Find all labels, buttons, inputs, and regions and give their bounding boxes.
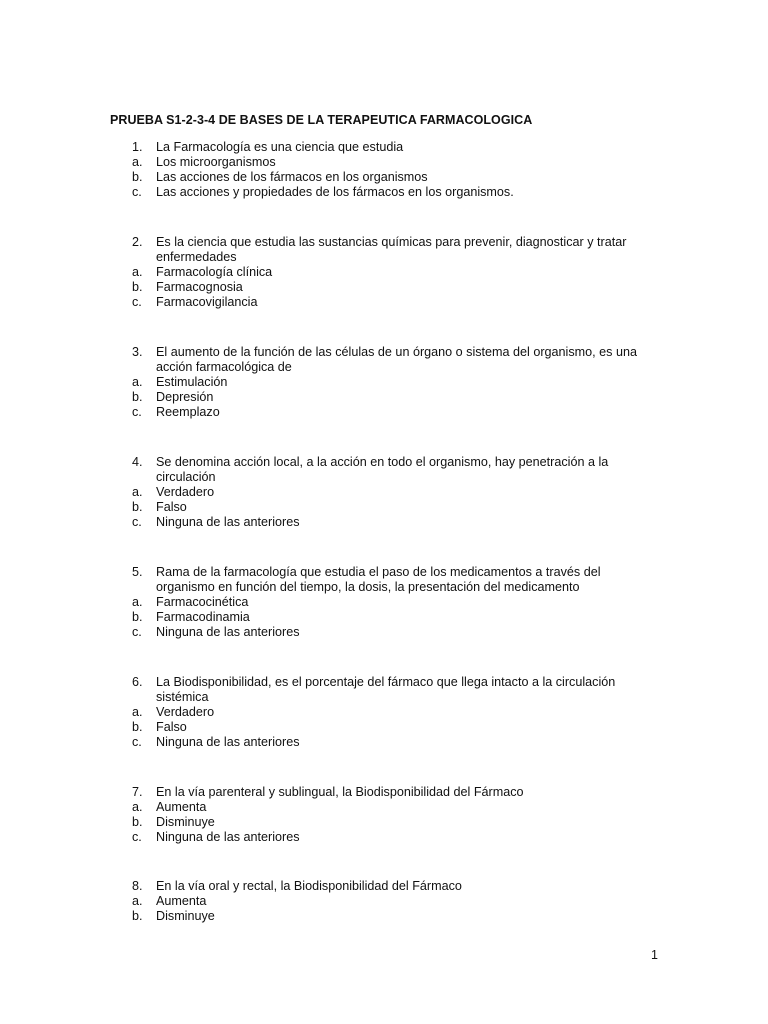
question-stem (0, 345, 650, 375)
question-stem (0, 140, 650, 155)
question-number: 3. (132, 345, 143, 359)
question-5 (0, 565, 768, 640)
question-number: 6. (132, 675, 143, 689)
option-letter: a. (132, 375, 143, 389)
question-number: 4. (132, 455, 143, 469)
option-letter: c. (132, 735, 142, 749)
question-stem (0, 565, 650, 595)
answer-option-a (0, 375, 768, 390)
option-letter: a. (132, 265, 143, 279)
option-letter: c. (132, 405, 142, 419)
question-stem (0, 675, 650, 705)
question-3 (0, 345, 768, 420)
answer-option-c (0, 185, 768, 200)
option-text: Ninguna de las anteriores (156, 830, 300, 844)
option-text: Farmacognosia (156, 280, 243, 294)
option-text: Aumenta (156, 800, 207, 814)
option-letter: c. (132, 830, 142, 844)
option-text: Ninguna de las anteriores (156, 625, 300, 639)
question-number: 2. (132, 235, 143, 249)
question-text: Rama de la farmacología que estudia el paso de los medicamentos a través del organismo en función del tiempo, la dosis, la presentación del medicamento (156, 565, 601, 594)
option-letter: c. (132, 185, 142, 199)
question-text: Se denomina acción local, a la acción en todo el organismo, hay penetración a la circulación (156, 455, 609, 484)
option-letter: c. (132, 625, 142, 639)
option-text: Farmacocinética (156, 595, 249, 609)
option-letter: a. (132, 800, 143, 814)
option-text: Estimulación (156, 375, 228, 389)
option-text: Las acciones de los fármacos en los organismos (156, 170, 428, 184)
option-letter: b. (132, 500, 143, 514)
option-letter: b. (132, 170, 143, 184)
answer-option-c (0, 735, 768, 750)
option-text: Las acciones y propiedades de los fármacos en los organismos. (156, 185, 514, 199)
answer-option-a (0, 705, 768, 720)
option-letter: a. (132, 485, 143, 499)
option-text: Verdadero (156, 705, 215, 719)
answer-option-a (0, 265, 768, 280)
answer-option-b (0, 815, 768, 830)
question-number: 5. (132, 565, 143, 579)
answer-option-c (0, 515, 768, 530)
answer-option-a (0, 595, 768, 610)
option-letter: a. (132, 155, 143, 169)
answer-option-c (0, 830, 768, 845)
answer-option-c (0, 295, 768, 310)
question-text: Es la ciencia que estudia las sustancias químicas para prevenir, diagnosticar y tratar enfermedades (156, 235, 627, 264)
option-letter: b. (132, 610, 143, 624)
option-letter: b. (132, 909, 143, 923)
question-4 (0, 455, 768, 530)
option-text: Disminuye (156, 909, 215, 923)
answer-option-b (0, 500, 768, 515)
question-number: 8. (132, 879, 143, 893)
option-text: Ninguna de las anteriores (156, 515, 300, 529)
question-stem (0, 879, 650, 894)
question-2 (0, 235, 768, 310)
answer-option-c (0, 405, 768, 420)
option-text: Falso (156, 720, 187, 734)
option-letter: a. (132, 705, 143, 719)
option-text: Falso (156, 500, 187, 514)
question-1 (0, 140, 768, 200)
answer-option-c (0, 625, 768, 640)
answer-option-a (0, 894, 768, 909)
question-text: El aumento de la función de las células de un órgano o sistema del organismo, es una acción farmacológica de (156, 345, 637, 374)
question-text: En la vía parenteral y sublingual, la Biodisponibilidad del Fármaco (156, 785, 524, 799)
option-letter: b. (132, 720, 143, 734)
answer-option-b (0, 610, 768, 625)
option-text: Farmacovigilancia (156, 295, 258, 309)
option-letter: b. (132, 815, 143, 829)
question-8 (0, 879, 768, 924)
option-text: Disminuye (156, 815, 215, 829)
option-letter: a. (132, 595, 143, 609)
option-letter: c. (132, 295, 142, 309)
question-stem (0, 235, 650, 265)
question-text: La Biodisponibilidad, es el porcentaje del fármaco que llega intacto a la circulación sistémica (156, 675, 616, 704)
option-letter: b. (132, 390, 143, 404)
option-text: Depresión (156, 390, 214, 404)
option-text: Reemplazo (156, 405, 220, 419)
question-stem (0, 455, 650, 485)
answer-option-a (0, 485, 768, 500)
answer-option-b (0, 390, 768, 405)
question-number: 7. (132, 785, 143, 799)
option-letter: b. (132, 280, 143, 294)
question-number: 1. (132, 140, 143, 154)
document-title: PRUEBA S1-2-3-4 DE BASES DE LA TERAPEUTICA FARMACOLOGICA (110, 113, 533, 127)
page-number: 1 (651, 948, 658, 962)
option-text: Farmacodinamia (156, 610, 250, 624)
question-stem (0, 785, 650, 800)
answer-option-b (0, 280, 768, 295)
option-text: Ninguna de las anteriores (156, 735, 300, 749)
question-text: En la vía oral y rectal, la Biodisponibilidad del Fármaco (156, 879, 462, 893)
question-text: La Farmacología es una ciencia que estudia (156, 140, 404, 154)
question-7 (0, 785, 768, 845)
option-text: Verdadero (156, 485, 215, 499)
question-6 (0, 675, 768, 750)
answer-option-b (0, 909, 768, 924)
answer-option-a (0, 800, 768, 815)
answer-option-b (0, 170, 768, 185)
option-letter: a. (132, 894, 143, 908)
option-letter: c. (132, 515, 142, 529)
answer-option-b (0, 720, 768, 735)
option-text: Los microorganismos (156, 155, 276, 169)
option-text: Aumenta (156, 894, 207, 908)
option-text: Farmacología clínica (156, 265, 273, 279)
answer-option-a (0, 155, 768, 170)
